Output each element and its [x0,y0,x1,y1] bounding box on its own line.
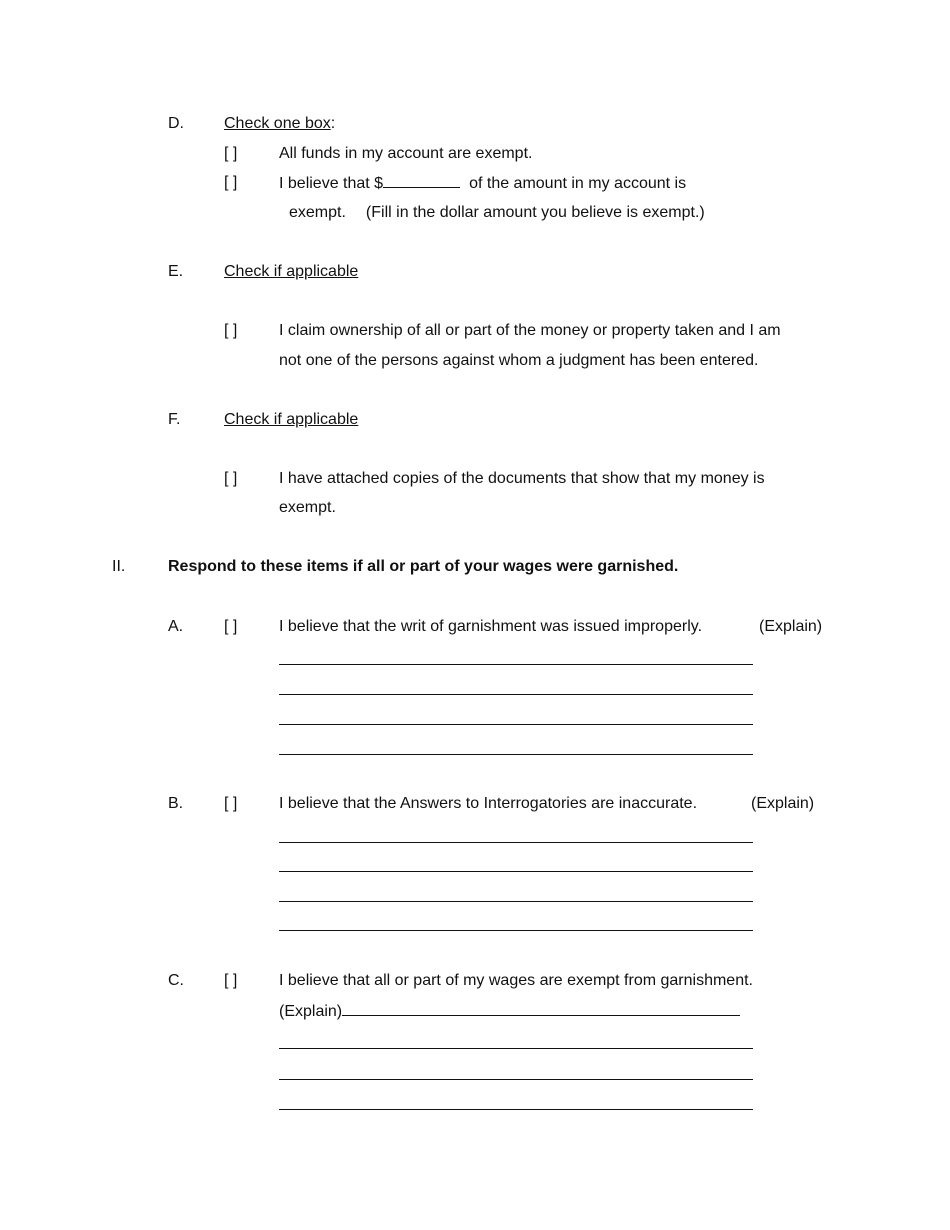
section-d-colon: : [330,115,336,132]
item-c-answer-line-2[interactable] [279,1079,753,1080]
section-d-option2-checkbox[interactable]: [ ] [224,174,238,191]
item-b-answer-line-2[interactable] [279,871,753,872]
section-f-letter: F. [168,411,181,428]
item-a-answer-line-1[interactable] [279,664,753,665]
item-c-answer-line-3[interactable] [279,1109,753,1110]
item-a-text: I believe that the writ of garnishment was issued improperly. [279,618,703,635]
section-e-letter: E. [168,263,184,280]
item-a-checkbox[interactable]: [ ] [224,618,238,635]
item-c-text: I believe that all or part of my wages are exempt from garnishment. [279,972,753,989]
section-d-option2-text-after: of the amount in my account is [469,175,687,192]
section-d-option2-line2 [289,203,705,223]
item-a-answer-line-4[interactable] [279,754,753,755]
item-c-answer-inline[interactable] [342,1001,740,1016]
section-d-option2-text-before: I believe that $ [279,175,384,192]
section-d-option1-text: All funds in my account are exempt. [279,145,533,162]
item-b-answer-line-4[interactable] [279,930,753,931]
section-d-option1-checkbox[interactable]: [ ] [224,145,238,162]
section-e-checkbox[interactable]: [ ] [224,322,238,339]
section-f-heading: Check if applicable [224,411,359,428]
section-d-heading-wrap [224,114,335,134]
section-f-checkbox[interactable]: [ ] [224,470,238,487]
item-c-letter: C. [168,972,184,989]
section-e-line2: not one of the persons against whom a judgment has been entered. [279,352,759,369]
section-f-line1: I have attached copies of the documents that show that my money is [279,470,765,487]
item-c-explain-line [279,1001,740,1022]
item-c-answer-line-1[interactable] [279,1048,753,1049]
item-c-explain: (Explain) [279,1003,343,1020]
section-e-heading: Check if applicable [224,263,359,280]
item-b-explain: (Explain) [751,795,815,812]
section-f-line2: exempt. [279,499,336,516]
section-d-letter: D. [168,115,184,132]
section-d-option2-line2b: (Fill in the dollar amount you believe is exempt.) [365,204,705,221]
section-d-option2-line1 [279,173,686,194]
item-b-answer-line-1[interactable] [279,842,753,843]
section-e-line1: I claim ownership of all or part of the money or property taken and I am [279,322,781,339]
item-b-answer-line-3[interactable] [279,901,753,902]
section-ii-heading: Respond to these items if all or part of your wages were garnished. [168,558,679,575]
item-c-checkbox[interactable]: [ ] [224,972,238,989]
section-d-option2-line2a: exempt. [289,204,346,221]
item-b-text: I believe that the Answers to Interrogatories are inaccurate. [279,795,698,812]
item-b-checkbox[interactable]: [ ] [224,795,238,812]
item-b-letter: B. [168,795,184,812]
item-a-letter: A. [168,618,184,635]
item-a-answer-line-3[interactable] [279,724,753,725]
item-a-explain: (Explain) [759,618,823,635]
item-a-answer-line-2[interactable] [279,694,753,695]
dollar-amount-field[interactable] [383,173,460,188]
section-ii-numeral: II. [112,558,126,575]
section-d-heading: Check one box [224,115,331,132]
